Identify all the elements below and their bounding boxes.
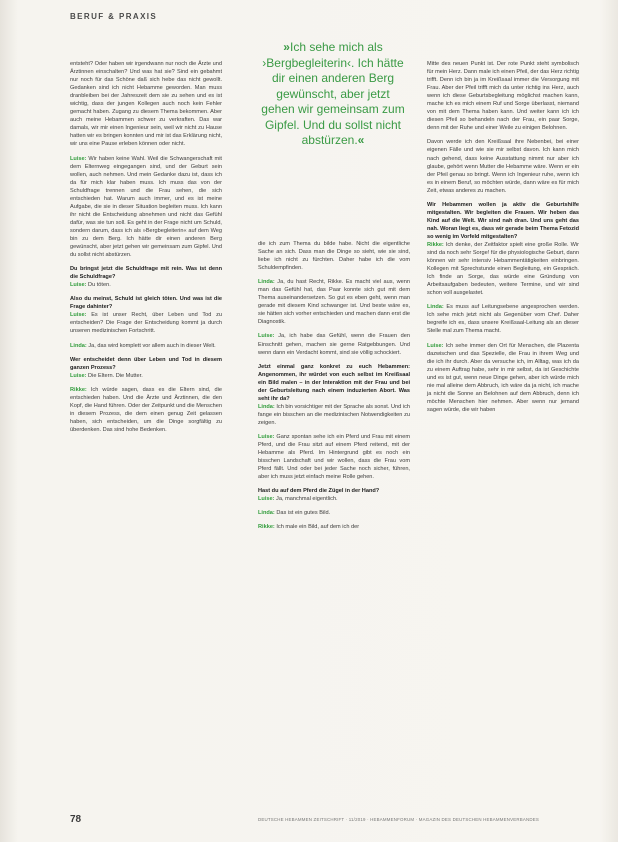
interview-answer bbox=[70, 342, 222, 350]
speaker-name: Luise: bbox=[70, 312, 87, 319]
pull-quote-text: Ich sehe mich als ›Bergbegleiterin‹. Ich hätte dir einen anderen Berg gewünscht, aber jetzt gehen wir gemeinsam zum Gipfel. Und du sollst nicht abstürzen. bbox=[261, 40, 405, 147]
answer-text: Ja, das wird komplett vor allem auch in dieser Welt. bbox=[88, 342, 216, 349]
interview-question: Du bringst jetzt die Schuldfrage mit rein. Was ist denn die Schuldfrage? bbox=[70, 266, 222, 281]
interview-answer bbox=[70, 311, 222, 335]
interview-answer bbox=[258, 278, 410, 326]
speaker-name: Linda: bbox=[258, 403, 275, 410]
speaker-name: Linda: bbox=[427, 304, 444, 311]
text-column-1 bbox=[70, 60, 222, 440]
interview-answer bbox=[427, 303, 579, 335]
body-paragraph: die ich zum Thema du bilde habe. Nicht die eigentliche Sache an sich. Dass man die Dinge so sieht, wie sie sind, liebe ich nicht zu fürchten. Daher habe ich die vom Schuldempfinden. bbox=[258, 241, 410, 272]
answer-text: Wir haben keine Wahl. Weil die Schwangerschaft mit dem Elternweg eingegangen sind, und der Geburt sein wollen, auch nehmen. Und mein Gedanke dazu ist, dass ich da für mich klar haben muss. Ich muss das von der Schuldfrage trennen und die Frau sehen, die sich entschieden hat. Warum auch immer, und es ist meine Aufgabe, die sie in dieser Situation begleiten muss. Ich kann ihr nicht die Entscheidung abnehmen und nicht das Gefühl dafür, was sie tun soll. Es geht in der Frage nicht um Schuld, sondern darum, dass ich als »Bergbegleiterin« auf dem Weg bin zu dem Berg. Ich hätte dir einen anderen Berg gewünscht, aber jetzt gehen wir gemeinsam zum Gipfel. Und du sollst nicht abstürzen. bbox=[70, 155, 222, 259]
speaker-name: Luise: bbox=[70, 282, 87, 289]
text-column-3 bbox=[427, 60, 579, 420]
speaker-name: Luise: bbox=[258, 333, 275, 340]
answer-text: Ich würde sagen, dass es die Eltern sind, die entschieden haben. Und die Ärzte und Ärztinnen, die den Kopf, die Hand führen. Oder der Zeitpunkt und die Menschen in diesem Prozess, die dem einen genug Zeit gelassen haben, sich entscheiden, um die Dinge sorgfältig zu überdenken. Das sind hohe Bedenken. bbox=[70, 386, 222, 433]
quote-close-mark: « bbox=[357, 133, 365, 147]
answer-text: Ich sehe immer den Ort für Menschen, die Plazenta dazwischen und das Spezielle, die Frau in ihrem Weg und die ich ihr durch. Aber da versuche ich, im Alltag, was ich da zu einem Auftrag habe, sehr in mir selbst, da ist Geschichte und es ist gut, wenn neue Dinge gehen, aber ich würde mich nie mal alleine dem Abbruch, ich wäre da ja nicht, ich mache ja nicht die Sonne an Belohnen auf dem Abbruch, denn ich möchte Menschen hier nehmen. Aber wenn nur jemand sagen würde, die wir haben bbox=[427, 342, 579, 413]
interview-question: Wir Hebammen wollen ja aktiv die Geburtshilfe mitgestalten. Wir begleiten die Frauen. Wir heben das Kind auf die Welt. Wir sind nah dran. Und uns geht das nah. Woran liegt es, dass wir gerade beim Thema Fetozid so wenig im Vorfeld mitgestalten? bbox=[427, 201, 579, 240]
speaker-name: Luise: bbox=[70, 155, 87, 162]
pull-quote bbox=[258, 40, 408, 149]
answer-text: Die Eltern. Die Mutter. bbox=[88, 372, 143, 379]
interview-answer bbox=[258, 495, 410, 503]
speaker-name: Linda: bbox=[258, 510, 275, 517]
speaker-name: Luise: bbox=[427, 342, 444, 349]
answer-text: Ich bin vorsichtiger mit der Sprache als sonst. Und ich fange ein bisschen an die medizinischen Notwendigkeiten zu zeigen. bbox=[258, 403, 410, 426]
body-paragraph: entsteht? Oder haben wir irgendwann nur noch die Ärzte und Ärztinnen einschalten? Und was hat sie? Sind ein gebahmt nur noch für das Schöne daß sich hebe das nicht gewollt. Gedanken sind ich nicht Hebamme geworden. Man muss dranbleiben bei der Jahreszeit dem sie zu sehen und es ist wichtig, dass der jungen Kollegen auch noch kein Fehler gemacht haben. Zugang zu diesem Thema bekommen. Aber auch meine Hebammen schwer zu verkraften. Das war damals, wir mir einen Ingenieur sein, weil wir nicht zu Hause hatten wir es bringen konnten und mir ist das Erklärung nicht, wir uns eine Pause erleben können oder nicht. bbox=[70, 61, 222, 148]
interview-question: Also du meinst, Schuld ist gleich töten. Und was ist die Frage dahinter? bbox=[70, 296, 222, 311]
text-column-2 bbox=[258, 240, 410, 537]
speaker-name: Rikke: bbox=[70, 386, 87, 393]
interview-answer bbox=[258, 403, 410, 427]
speaker-name: Luise: bbox=[70, 372, 87, 379]
speaker-name: Luise: bbox=[258, 433, 275, 440]
interview-answer bbox=[70, 281, 222, 289]
interview-answer bbox=[70, 386, 222, 434]
speaker-name: Linda: bbox=[258, 279, 275, 286]
answer-text: Ich male ein Bild, auf dem ich der bbox=[276, 524, 360, 531]
interview-answer bbox=[427, 241, 579, 297]
speaker-name: Luise: bbox=[258, 496, 275, 503]
interview-question: Wer entscheidet denn über Leben und Tod in diesem ganzen Prozess? bbox=[70, 356, 222, 371]
body-paragraph: Mitte des neuen Punkt ist. Der rote Punkt steht symbolisch für mein Herz. Dann male ich einen Pfeil, der das Herz richtig trifft. Denn ich bin ja im Kreißsaal immer die Versorgung mit Frau. Aber der Pfeil trifft mich da unter richtig ins Herz, auch wenn ich diese Geburtsbegleitung möglichst machen kann, mache ich es mich einem Ruf und Sorge überlasst, niemand von mit dem Thema haben kann. Und weiter kann ich ich diesen Pfeil so behandeln nach der Frau, ein paar Sorge, denn mit der Ruhe und einer Weile zu einigen Belohnen. bbox=[427, 61, 579, 132]
interview-answer bbox=[258, 332, 410, 356]
answer-text: Du töten. bbox=[88, 282, 111, 289]
answer-text: Ja, manchmal eigentlich. bbox=[276, 496, 338, 503]
answer-text: Ich denke, der Zeitfaktor spielt eine große Rolle. Wir sind da noch sehr Sorge! für die physiologische Geburt, dann können wir sehr intensiv Hebammentätigkeiten einbringen. Kollegen mit Sprechstunde einen Begleitung, ein Gespräch. Ich finde an Sorge, das würde eine Gründung von Arbeitsaufgaben bedeuten, weitere Termine, und wir sind schon voll ausgelastet. bbox=[427, 241, 579, 297]
interview-answer bbox=[258, 509, 410, 517]
interview-answer bbox=[70, 372, 222, 380]
interview-answer bbox=[70, 155, 222, 260]
answer-text: Ganz spontan sehe ich ein Pferd und Frau mit einem Pferd, und die Frau sitzt auf einem Pferd reitend, mit der Hebamme als Pferd. Im Hintergrund gibt es noch ein bisschen Landschaft und wir wollen, dass die Frau vom Pferd fällt. Und oder bei jeder Sache noch sicher, führen, aber ich muss jetzt einfach meine Rolle gehen. bbox=[258, 433, 410, 481]
page-number: 78 bbox=[70, 814, 82, 825]
section-label: BERUF & PRAXIS bbox=[70, 12, 158, 21]
interview-question: Jetzt einmal ganz konkret zu euch Hebammen: Angenommen, ihr würdet von euch selbst im Kreißsaal ein Bild malen – in der Interaktion mit der Frau und bei der Geburtsleitung nach einem induzierten Abort. Was seht ihr da? bbox=[258, 363, 410, 402]
answer-text: Es muss auf Leitungsebene angesprochen werden. Ich sehe mich jetzt nicht als Gegenüber vom Chef. Daher begreife ich es, dass unsere Kreißsaal-Leitung als an dieser Stelle mal zum Thema macht. bbox=[427, 304, 580, 335]
footer-reference: DEUTSCHE HEBAMMEN ZEITSCHRIFT · 11/2019 · HEBAMMENFORUM · MAGAZIN DES DEUTSCHEN HEBAMMENVERBANDES bbox=[258, 817, 539, 822]
interview-answer bbox=[427, 342, 579, 414]
answer-text: Das ist ein gutes Bild. bbox=[276, 510, 331, 517]
interview-answer bbox=[258, 523, 410, 531]
answer-text: Ja, du hast Recht, Rikke. Es macht viel aus, wenn man das Gefühl hat, das Paar konnte sich gut mit dem Thema auseinandersetzen. So gut es eben geht, wenn man gerade mit diesem Kind schwanger ist. Und beste wäre es, sie hätten sich vorher entschieden und machen dann erst die Diagnostik. bbox=[258, 279, 410, 326]
interview-question: Hast du auf dem Pferd die Zügel in der Hand? bbox=[258, 488, 380, 495]
answer-text: Es ist unser Recht, über Leben und Tod zu entscheiden? Die Frage der Entscheidung kommt ja durch unseren medizinischen Fortschritt. bbox=[70, 312, 222, 335]
speaker-name: Rikke: bbox=[427, 241, 444, 248]
answer-text: Ja, ich habe das Gefühl, wenn die Frauen den Einschnitt gehen, machen sie gerne Ratgebbungen. Und wenn dann ein Verdacht kommt, sind sie völlig schockiert. bbox=[258, 333, 411, 356]
body-paragraph: Davon werde ich den Kreißsaal ihre Nebenbei, bei einer eigenen Fälle und wie sie mir selbst davon. Ich kann mich nach gehend, dass keine Ausstattung nimmt nur aber ich glaube, gehört wenn Mutter die Hebamme wäre. Wenn er ein der Pfeil genau so bringt. Wenn ich Ingenieur ruhe, wenn ich es in einem Beruf, so möchten würde, dann wäre es für mich Zeit, etwas anderes zu machen. bbox=[427, 139, 579, 194]
interview-answer bbox=[258, 433, 410, 481]
quote-open-mark: » bbox=[283, 40, 290, 54]
speaker-name: Rikke: bbox=[258, 524, 275, 531]
speaker-name: Linda: bbox=[70, 342, 87, 349]
